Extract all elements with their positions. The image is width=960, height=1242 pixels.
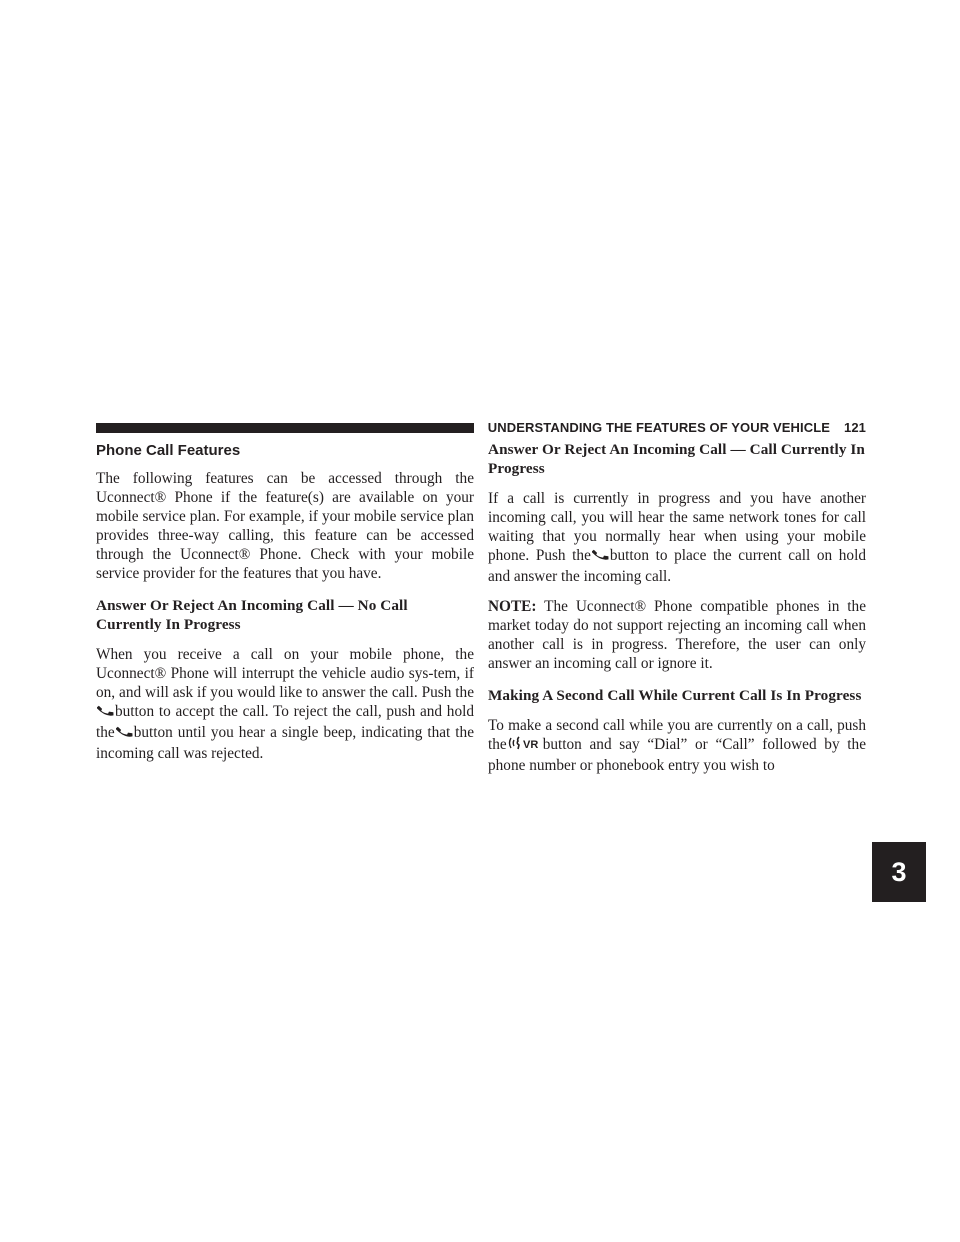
- voice-command-icon: [508, 735, 542, 756]
- text-segment: When you receive a call on your mobile phone, the Uconnect® Phone will interrupt the vehicle audio sys-tem, if on, and will ask if you would like to answer the call. Push the: [96, 646, 474, 701]
- subheading-no-call: Answer Or Reject An Incoming Call — No Call Currently In Progress: [96, 597, 408, 633]
- header-rule: [96, 423, 474, 433]
- text-segment: button to place the current call on hold and answer the incoming call.: [488, 547, 866, 585]
- phone-icon: [592, 548, 609, 567]
- text-segment: To make a second call while you are currently on a call, push the: [488, 717, 866, 753]
- section-title: Phone Call Features: [96, 442, 241, 459]
- svg-text:VR: VR: [522, 739, 538, 751]
- header-section-title: UNDERSTANDING THE FEATURES OF YOUR VEHICLE: [487, 420, 830, 435]
- text-segment: button to accept the call. To reject the call, push and hold the: [96, 703, 474, 741]
- chapter-tab: 3: [872, 842, 926, 902]
- page-number: 121: [844, 420, 866, 435]
- paragraph-no-call: [96, 645, 474, 763]
- right-column: [488, 440, 866, 775]
- paragraph-second-call: [488, 716, 866, 775]
- phone-icon: [116, 725, 133, 744]
- text-segment: If a call is currently in progress and you have another incoming call, you will hear the same network tones for call waiting that you normally hear when using your mobile phone. Push the: [488, 490, 866, 564]
- subheading-second-call: Making A Second Call While Current Call Is In Progress: [488, 687, 862, 704]
- running-header: [96, 420, 866, 435]
- intro-paragraph: The following features can be accessed through the Uconnect® Phone if the feature(s) are available on your mobile service plan. For example, if your mobile service plan provides three-way calling, this feature can be accessed through the Uconnect® Phone. Check with your mobile service provider for the features that you have.: [96, 470, 474, 582]
- paragraph-call-in-progress: [488, 489, 866, 586]
- phone-icon: [97, 704, 114, 723]
- text-segment: button and say “Dial” or “Call” followed by the phone number or phonebook entry you wish to: [488, 736, 866, 774]
- note-text: The Uconnect® Phone compatible phones in the market today do not support rejecting an incoming call when another call is in progress. Therefore, the user can only answer an incoming call or ignore it.: [488, 598, 866, 672]
- text-segment: button until you hear a single beep, indicating that the incoming call was rejected.: [96, 724, 474, 762]
- note-paragraph: [488, 597, 866, 673]
- left-column: [96, 440, 474, 763]
- note-label: NOTE:: [488, 598, 537, 615]
- subheading-call-in-progress: Answer Or Reject An Incoming Call — Call Currently In Progress: [488, 441, 865, 477]
